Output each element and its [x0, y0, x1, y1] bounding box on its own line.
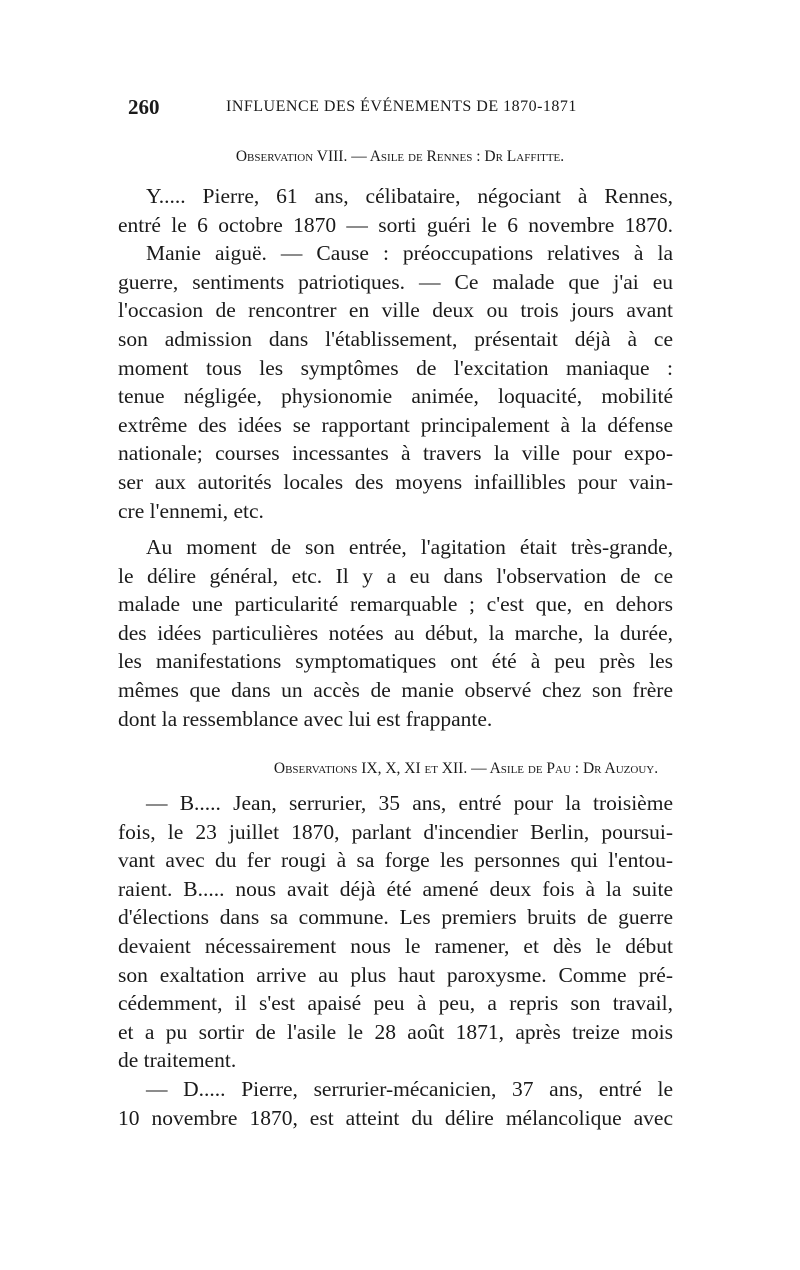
page-header: [128, 95, 683, 125]
text-line: d'élections dans sa commune. Les premiers bruits de guerre: [118, 905, 673, 930]
text-line: fois, le 23 juillet 1870, parlant d'incendier Berlin, poursui-: [118, 819, 673, 844]
text-line: son admission dans l'établissement, présentait déjà à ce: [118, 326, 673, 351]
text-line: 10 novembre 1870, est atteint du délire mélancolique avec: [118, 1105, 673, 1130]
observation-9-paragraphs: [118, 789, 673, 1132]
text-line: son exaltation arrive au plus haut paroxysme. Comme pré-: [118, 962, 673, 987]
text-line: tenue négligée, physionomie animée, loquacité, mobilité: [118, 384, 673, 409]
page-number: 260: [128, 95, 160, 119]
observation-8-paragraph-2: [118, 533, 673, 733]
text-line: nationale; courses incessantes à travers la ville pour expo-: [118, 441, 673, 466]
text-line: les manifestations symptomatiques ont été à peu près les: [118, 649, 673, 674]
text-line: vant avec du fer rougi à sa forge les personnes qui l'entou-: [118, 848, 673, 873]
text-line: Manie aiguë. — Cause : préoccupations relatives à la: [146, 241, 673, 266]
text-line: cédemment, il s'est apaisé peu à peu, a repris son travail,: [118, 991, 673, 1016]
text-line: des idées particulières notées au début, la marche, la durée,: [118, 620, 673, 645]
observation-9-heading: Observations IX, X, XI et XII. — Asile de Pau : Dr Auzouy.: [273, 760, 659, 777]
text-line: — D..... Pierre, serrurier-mécanicien, 37 ans, entré le: [146, 1076, 673, 1101]
text-line: guerre, sentiments patriotiques. — Ce malade que j'ai eu: [118, 269, 673, 294]
text-line: ser aux autorités locales des moyens infaillibles pour vain-: [118, 469, 673, 494]
running-title: INFLUENCE DES ÉVÉNEMENTS DE 1870-1871: [226, 98, 577, 115]
text-line: Au moment de son entrée, l'agitation était très-grande,: [146, 535, 673, 559]
text-line: cre l'ennemi, etc.: [118, 498, 264, 523]
text-line: — B..... Jean, serrurier, 35 ans, entré pour la troisième: [146, 791, 673, 815]
text-line: et a pu sortir de l'asile le 28 août 1871, après treize mois: [118, 1019, 673, 1044]
text-line: raient. B..... nous avait déjà été amené deux fois à la suite: [118, 876, 673, 901]
text-line: moment tous les symptômes de l'excitation maniaque :: [118, 355, 673, 380]
text-line: l'occasion de rencontrer en ville deux ou trois jours avant: [118, 298, 673, 323]
text-line: le délire général, etc. Il y a eu dans l'observation de ce: [118, 563, 673, 588]
text-line: extrême des idées se rapportant principalement à la défense: [118, 412, 673, 437]
text-line: devaient nécessairement nous le ramener, et dès le début: [118, 933, 673, 958]
text-line: de traitement.: [118, 1048, 237, 1073]
observation-8-paragraph-1: [118, 182, 673, 525]
text-line: entré le 6 octobre 1870 — sorti guéri le 6 novembre 1870.: [118, 212, 673, 237]
observation-8-heading: Observation VIII. — Asile de Rennes : Dr Laffitte.: [235, 148, 565, 165]
text-line: dont la ressemblance avec lui est frappante.: [118, 706, 493, 731]
text-line: malade une particularité remarquable ; c'est que, en dehors: [118, 592, 673, 617]
text-line: mêmes que dans un accès de manie observé chez son frère: [118, 677, 673, 702]
text-line: Y..... Pierre, 61 ans, célibataire, négociant à Rennes,: [146, 184, 673, 208]
